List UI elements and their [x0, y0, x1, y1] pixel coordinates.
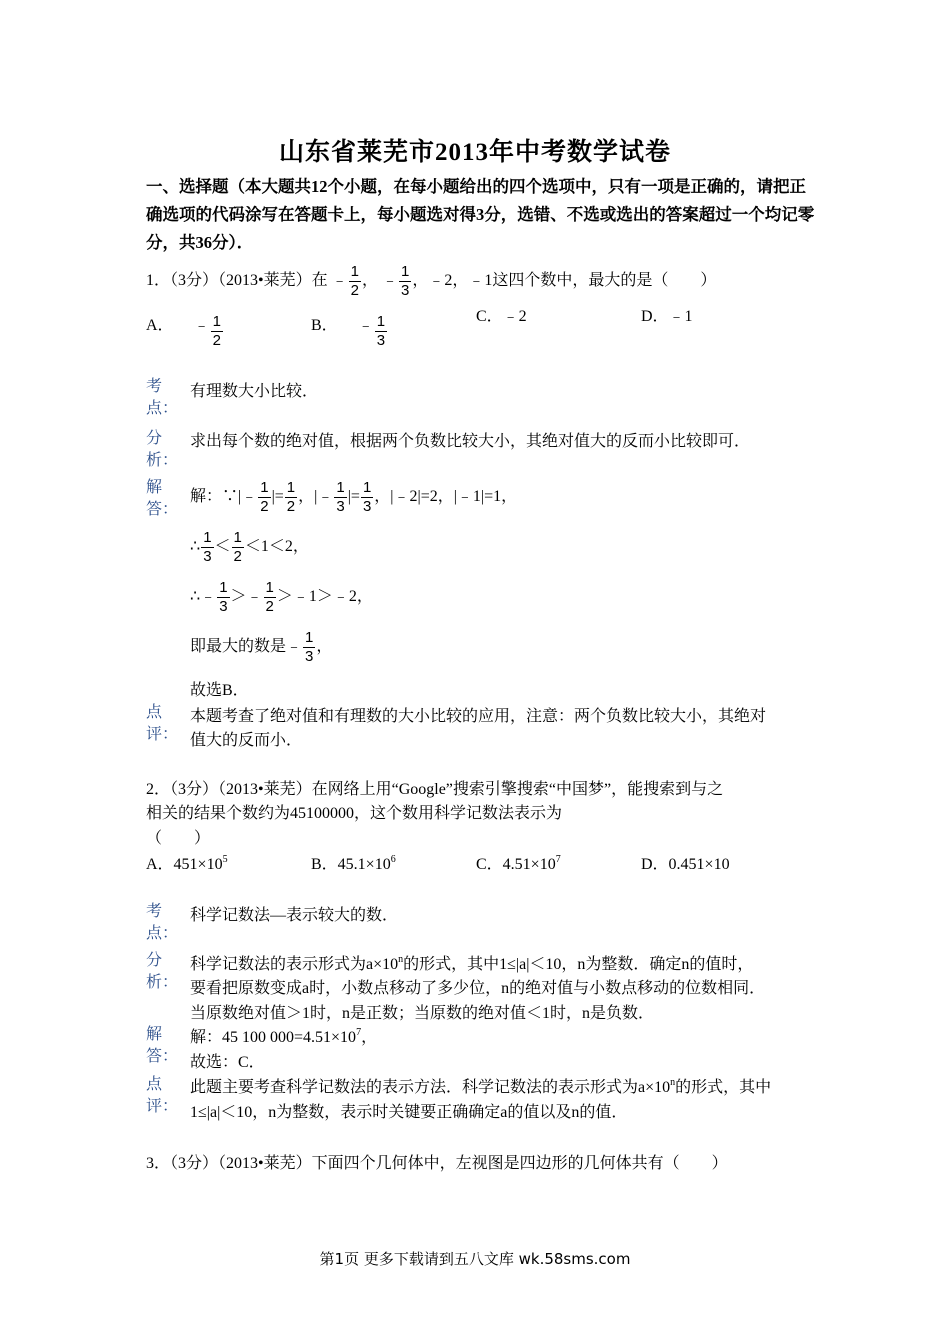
fraction: $\frac{1}{3}$ [362, 479, 372, 515]
fraction: $\frac{1}{2}$ [350, 263, 359, 299]
q2-kaodian: 科学记数法—表示较大的数． [190, 907, 399, 924]
fraction: $\frac{1}{3}$ [203, 529, 212, 565]
q2-stem-line3: （ ） [146, 830, 211, 847]
q1-stem: 1．（3分）（2013•莱芜）在 ﹣ $\frac{1}{2}$ ， ﹣ $\frac{1}{3}$ ，﹣2，﹣1这四个数中，最大的是（ ） [146, 263, 717, 299]
q2-jieda-line1: 解：45 100 $000=4.51\times 10^7$， [190, 1027, 378, 1046]
q2-option-c: C．$4.51\times 10^7$ [476, 854, 561, 873]
page-title: 山东省莱芜市2013年中考数学试卷 [278, 139, 671, 166]
q1-solution-step4: 即最大的数是﹣ $\frac{1}{3}$ ， [190, 629, 333, 665]
q1-solution-step1: 解：∵|﹣ $\frac{1}{2}$ |= $\frac{1}{2}$ ，|﹣ $\frac{1}{3}$ |= $\frac{1}{3}$ ，|﹣2|=2，|﹣1|=1， [190, 479, 518, 515]
fraction: $\frac{1}{3}$ [336, 479, 345, 515]
q2-jieda-line2: 故选：C． [190, 1054, 265, 1071]
fraction: $\frac{1}{2}$ [265, 579, 274, 615]
fraction: $\frac{1}{3}$ [376, 313, 386, 349]
q1-option-a: A． ﹣ $\frac{1}{2}$ [146, 313, 221, 349]
q2-fenxi-line1: 科学记数法的表示形式为$a\times 10^n$的形式，其中1≤|a|＜10，n为整数．确定n的值时， [190, 954, 754, 973]
q2-fenxi-label: 分析： [146, 952, 179, 991]
q2-dianping-label: 点评： [146, 1076, 179, 1115]
q1-fenxi-label: 分析： [146, 430, 179, 469]
fraction: $\frac{1}{2}$ [233, 529, 242, 565]
q1-fenxi: 求出每个数的绝对值，根据两个负数比较大小，其绝对值大的反而小比较即可． [190, 433, 751, 450]
q2-dianping-line1: 此题主要考查科学记数法的表示方法．科学记数法的表示形式为$a\times 10^n$的形式，其中 [190, 1077, 772, 1096]
q1-option-b: B． ﹣ $\frac{1}{3}$ [311, 313, 386, 349]
q1-kaodian: 有理数大小比较． [190, 383, 319, 400]
q1-solution-step5: 故选B． [190, 682, 249, 699]
q2-dianping-line2: 1≤|a|＜10，n为整数，表示时关键要正确确定a的值以及n的值． [190, 1104, 628, 1121]
q1-option-d: D．﹣1 [641, 308, 693, 325]
fraction: $\frac{1}{2}$ [212, 313, 221, 349]
q1-solution-step2: ∴ $\frac{1}{3}$ ＜ $\frac{1}{2}$ ＜1＜2， [190, 529, 309, 565]
q1-dianping-line1: 本题考查了绝对值和有理数的大小比较的应用，注意：两个负数比较大小，其绝对 [190, 708, 767, 725]
q2-fenxi-line3: 当原数绝对值＞1时，n是正数；当原数的绝对值＜1时，n是负数． [190, 1005, 655, 1022]
fraction: $\frac{1}{3}$ [305, 629, 314, 665]
fraction: $\frac{1}{2}$ [286, 479, 296, 515]
q1-solution-step3: ∴﹣ $\frac{1}{3}$ ＞﹣ $\frac{1}{2}$ ＞﹣1＞﹣2， [190, 579, 373, 615]
q2-stem-line1: 2．（3分）（2013•莱芜）在网络上用“Google”搜索引擎搜索“中国梦”，能搜索到与之 [146, 781, 724, 798]
q1-option-c: C．﹣2 [476, 308, 527, 325]
q2-jieda-label: 解答： [146, 1026, 179, 1065]
fraction: $\frac{1}{3}$ [401, 263, 410, 299]
q1-jieda-label: 解答： [146, 479, 179, 518]
page-footer: 第1页 更多下载请到五八文库 wk.58sms.com [319, 1250, 631, 1268]
q2-option-b: B．$45.1\times 10^6$ [311, 854, 396, 873]
q2-stem-line2: 相关的结果个数约为45100000，这个数用科学记数法表示为 [146, 805, 563, 822]
section-heading: 一、选择题（本大题共12个小题，在每小题给出的四个选项中，只有一项是正确的，请把正确选项的代码涂写在答题卡上，每小题选对得3分，选错、不选或选出的答案超过一个均记零分，共36分）． [146, 177, 815, 252]
fraction: $\frac{1}{2}$ [260, 479, 269, 515]
q1-kaodian-label: 考点： [146, 378, 179, 417]
q2-kaodian-label: 考点： [146, 903, 179, 942]
q2-option-d: D．0.451×10 [641, 856, 730, 873]
q3-stem: 3．（3分）（2013•莱芜）下面四个几何体中，左视图是四边形的几何体共有（ ） [146, 1155, 728, 1172]
q2-option-a: A．$451\times 10^5$ [146, 854, 228, 873]
fraction: $\frac{1}{3}$ [219, 579, 228, 615]
q2-fenxi-line2: 要看把原数变成a时，小数点移动了多少位，n的绝对值与小数点移动的位数相同． [190, 980, 766, 997]
q1-dianping-line2: 值大的反而小． [190, 732, 303, 749]
q1-dianping-label: 点评： [146, 704, 179, 743]
